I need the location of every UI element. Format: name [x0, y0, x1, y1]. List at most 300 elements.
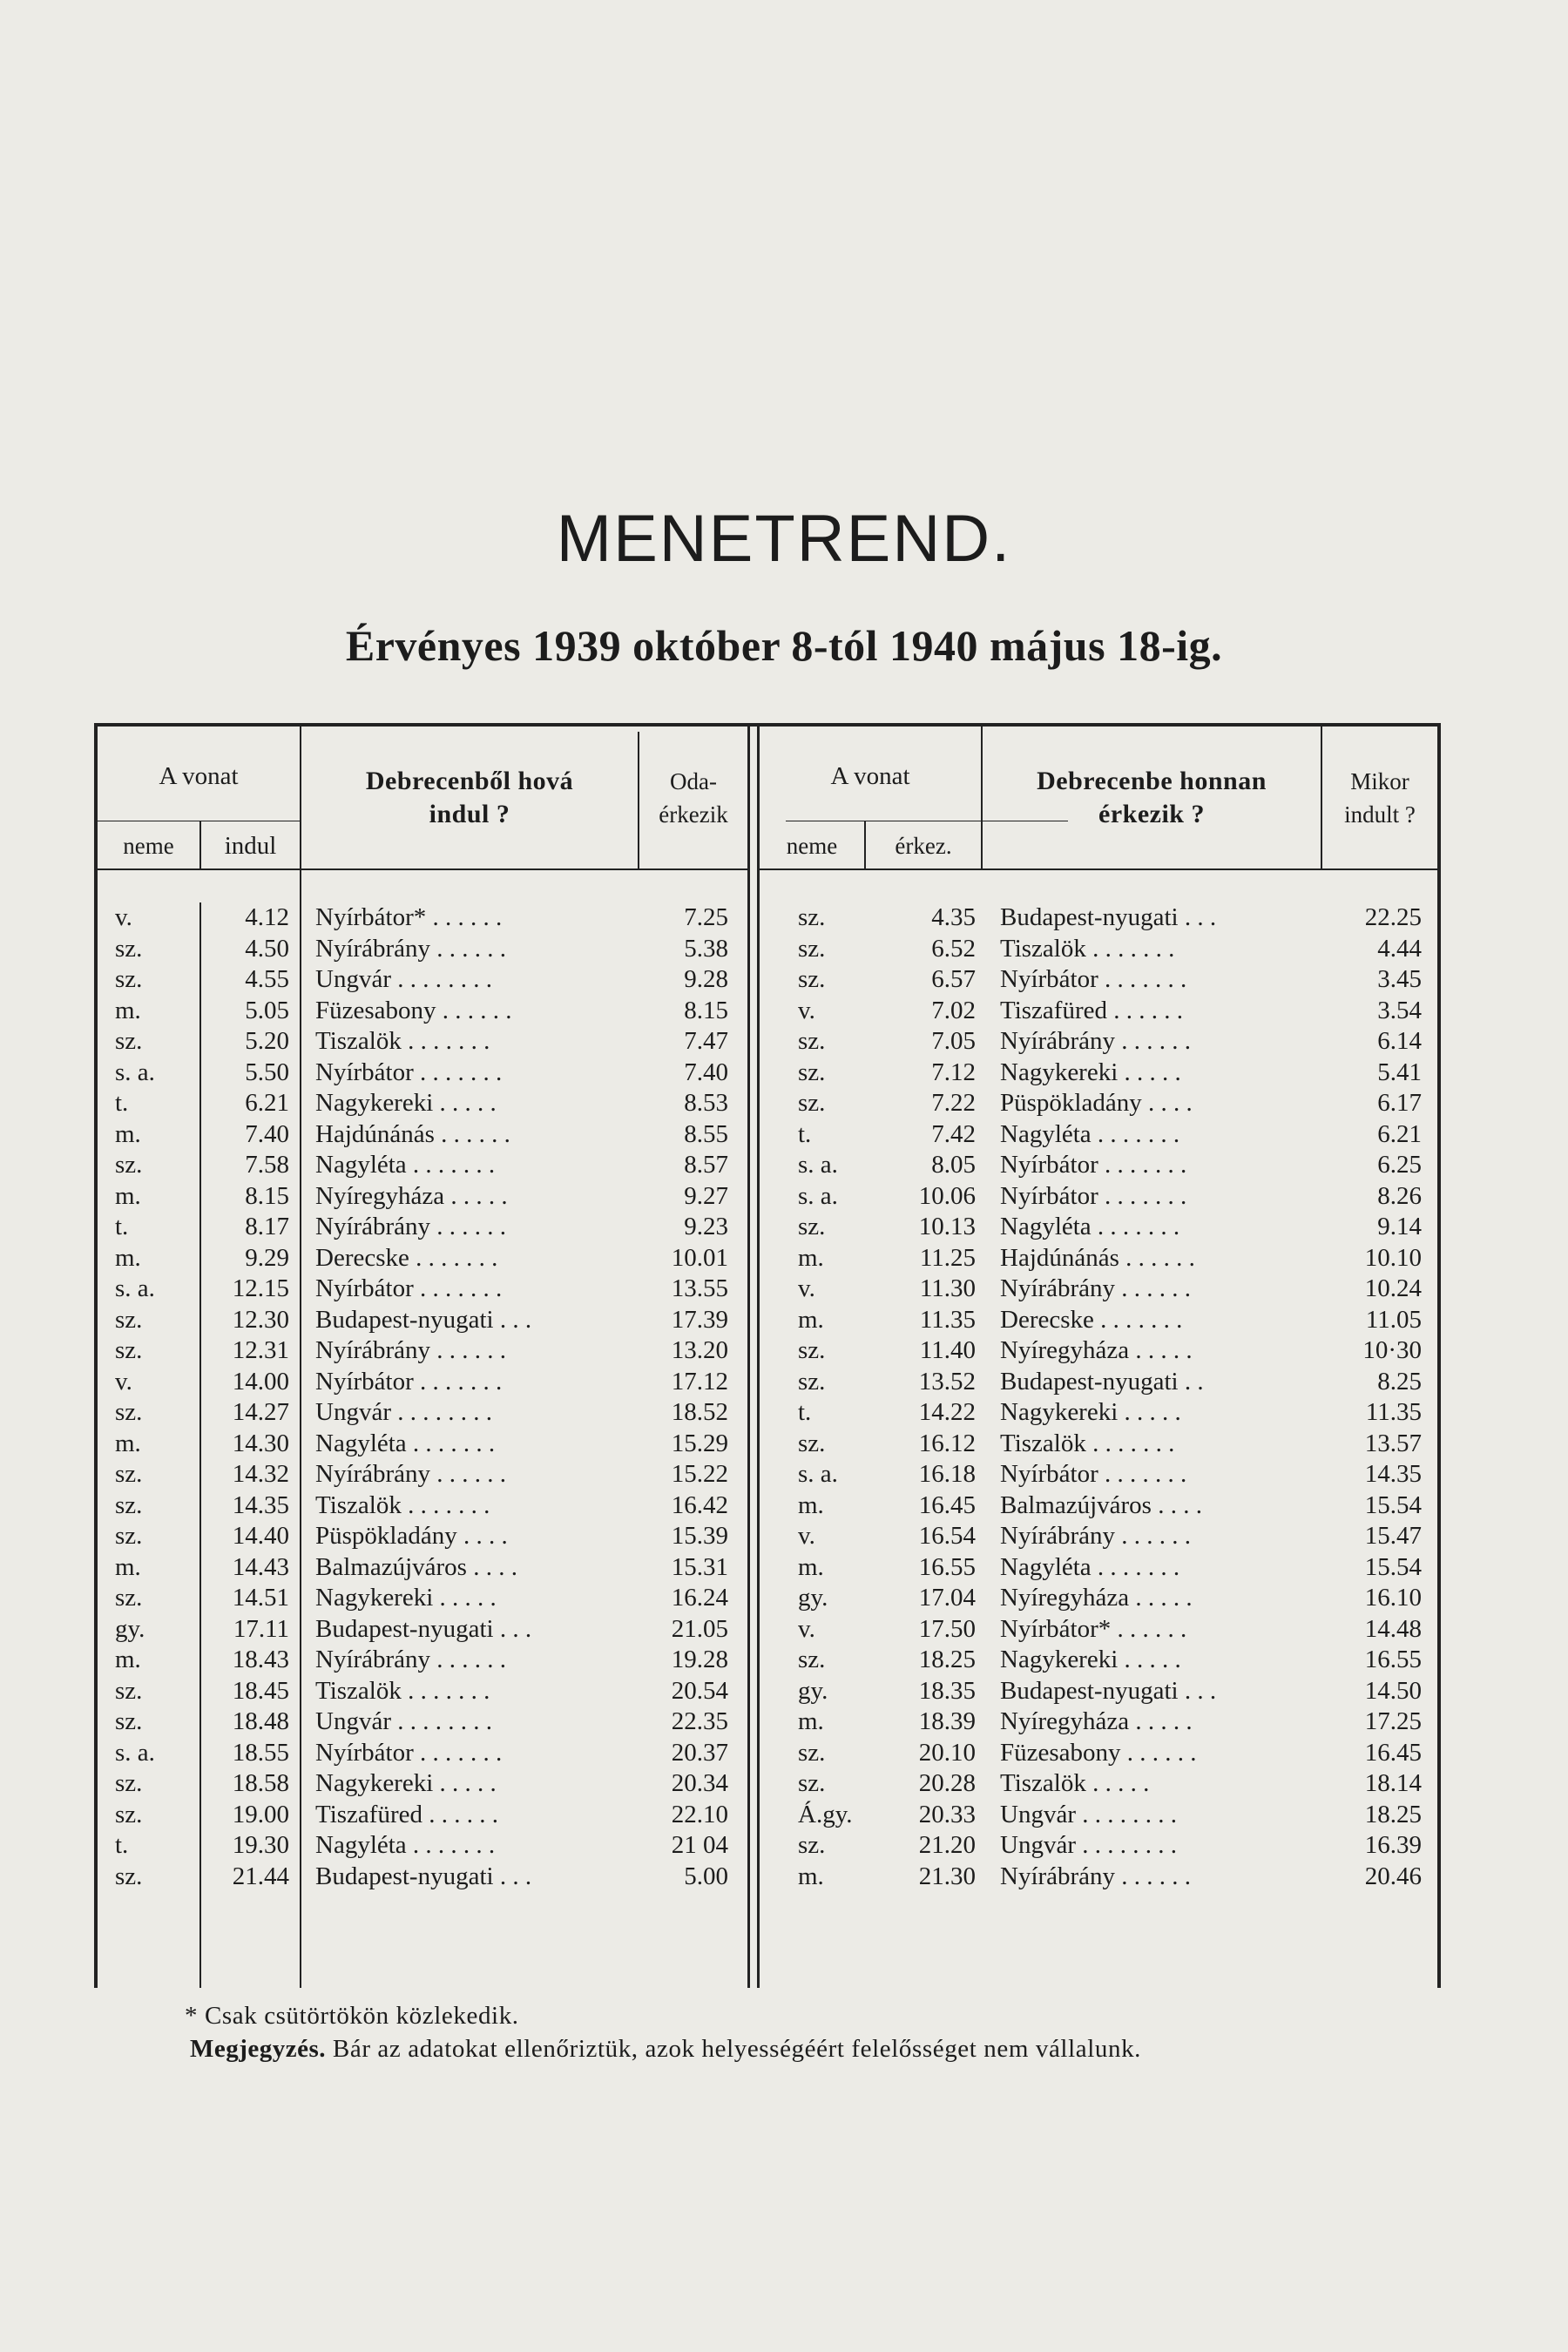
page-title: MENETREND.: [556, 502, 1012, 576]
departure-time: 4.50: [245, 934, 289, 963]
destination-arrival-time: 15.39: [652, 1521, 728, 1551]
destination-arrival-time: 7.25: [652, 902, 728, 933]
origin-departure-time: 3.45: [1329, 964, 1422, 995]
departure-destination: Ungvár . . . . . . . .: [315, 965, 492, 993]
header-origin-line1: Debrecenbe honnan: [1037, 767, 1267, 795]
destination-arrival-time: 9.28: [652, 964, 728, 995]
destination-arrival-time: 17.39: [652, 1305, 728, 1335]
arrival-time: 21.20: [918, 1831, 976, 1859]
departure-train-type: sz.: [115, 1862, 143, 1890]
arrival-train-type: v.: [798, 1522, 815, 1550]
origin-departure-time: 11.05: [1329, 1305, 1422, 1335]
departure-time: 14.35: [232, 1490, 289, 1519]
departure-time: 14.43: [232, 1552, 289, 1581]
arrival-origin: Tiszafüred . . . . . .: [1000, 996, 1183, 1024]
origin-departure-time: 15.47: [1329, 1521, 1422, 1551]
departure-time: 14.00: [232, 1367, 289, 1396]
arrival-train-type: m.: [798, 1490, 824, 1519]
destination-arrival-time: 10.01: [652, 1243, 728, 1274]
destination-arrival-time: 13.20: [652, 1335, 728, 1366]
departure-train-type: sz.: [115, 1584, 143, 1612]
departure-destination: Derecske . . . . . . .: [315, 1243, 498, 1272]
arrival-train-type: t.: [798, 1398, 812, 1426]
arrival-time: 11.35: [919, 1305, 976, 1334]
header-arrive-line2: érkezik: [659, 801, 728, 828]
header-bottom-rule-right: [760, 868, 1441, 870]
departure-destination: Nyírbátor . . . . . . .: [315, 1058, 503, 1086]
departure-train-type: sz.: [115, 1460, 143, 1488]
arrival-train-type: sz.: [798, 1738, 826, 1767]
departure-destination: Hajdúnánás . . . . . .: [315, 1119, 510, 1148]
departure-time: 12.15: [232, 1274, 289, 1302]
departure-train-type: m.: [115, 1429, 141, 1457]
departure-destination: Füzesabony . . . . . .: [315, 996, 512, 1024]
arrival-origin: Nyírábrány . . . . . .: [1000, 1274, 1192, 1302]
arrival-train-type: m.: [798, 1305, 824, 1334]
arrival-train-type: t.: [798, 1119, 812, 1148]
departure-destination: Nyírbátor . . . . . . .: [315, 1738, 503, 1767]
departure-destination: Balmazújváros . . . .: [315, 1552, 517, 1581]
table-row: [94, 1645, 1441, 1676]
arrival-train-type: v.: [798, 996, 815, 1024]
arrival-train-type: s. a.: [798, 1460, 838, 1488]
destination-arrival-time: 18.52: [652, 1397, 728, 1428]
departure-train-type: sz.: [115, 1522, 143, 1550]
arrival-origin: Derecske . . . . . . .: [1000, 1305, 1183, 1334]
destination-arrival-time: 22.35: [652, 1707, 728, 1737]
departure-train-type: sz.: [115, 934, 143, 963]
departure-destination: Tiszalök . . . . . . .: [315, 1676, 490, 1705]
header-arrive-right: érkez.: [895, 833, 952, 859]
departure-train-type: s. a.: [115, 1738, 155, 1767]
arrival-time: 7.12: [931, 1058, 976, 1086]
origin-departure-time: 18.14: [1329, 1768, 1422, 1799]
arrival-train-type: gy.: [798, 1584, 828, 1612]
destination-arrival-time: 8.57: [652, 1150, 728, 1180]
departure-train-type: t.: [115, 1831, 129, 1859]
departure-train-type: t.: [115, 1089, 129, 1117]
departure-destination: Nyírbátor . . . . . . .: [315, 1274, 503, 1302]
arrival-origin: Budapest-nyugati . . .: [1000, 1676, 1217, 1705]
table-row: [94, 1181, 1441, 1213]
arrival-origin: Ungvár . . . . . . . .: [1000, 1831, 1177, 1859]
arrival-origin: Nagyléta . . . . . . .: [1000, 1552, 1180, 1581]
header-type-left: neme: [123, 833, 174, 859]
departure-time: 21.44: [232, 1862, 289, 1890]
table-row: [94, 1830, 1441, 1862]
arrival-train-type: sz.: [798, 1429, 826, 1457]
departure-destination: Nagyléta . . . . . . .: [315, 1831, 496, 1859]
table-row: [94, 1397, 1441, 1429]
arrival-train-type: sz.: [798, 1336, 826, 1364]
arrival-origin: Ungvár . . . . . . . .: [1000, 1800, 1177, 1828]
origin-departure-time: 11.35: [1329, 1397, 1422, 1428]
table-row: [94, 1583, 1441, 1614]
departure-train-type: sz.: [115, 1336, 143, 1364]
arrival-train-type: sz.: [798, 1769, 826, 1797]
departure-destination: Tiszalök . . . . . . .: [315, 1027, 490, 1055]
arrival-origin: Nagykereki . . . . .: [1000, 1058, 1181, 1086]
origin-departure-time: 10.10: [1329, 1243, 1422, 1274]
origin-departure-time: 14.50: [1329, 1676, 1422, 1707]
table-row: [94, 1707, 1441, 1738]
arrival-train-type: v.: [798, 1614, 815, 1643]
origin-departure-time: 16.55: [1329, 1645, 1422, 1675]
departure-time: 18.48: [232, 1707, 289, 1735]
departure-time: 5.20: [245, 1027, 289, 1055]
arrival-train-type: m.: [798, 1552, 824, 1581]
arrival-time: 20.33: [918, 1800, 976, 1828]
destination-arrival-time: 21.05: [652, 1614, 728, 1645]
departure-time: 7.40: [245, 1119, 289, 1148]
table-row: [94, 1429, 1441, 1460]
departure-train-type: sz.: [115, 1305, 143, 1334]
table-row: [94, 1800, 1441, 1831]
header-depart: indul: [224, 832, 277, 860]
note-text: Bár az adatokat ellenőriztük, azok helyességéért felelősséget nem vállalunk.: [326, 2035, 1142, 2063]
table-row: [94, 1768, 1441, 1800]
destination-arrival-time: 19.28: [652, 1645, 728, 1675]
destination-arrival-time: 21 04: [652, 1830, 728, 1861]
table-row: [94, 1212, 1441, 1243]
departure-destination: Nagyléta . . . . . . .: [315, 1429, 496, 1457]
departure-time: 4.12: [245, 903, 289, 931]
destination-arrival-time: 20.34: [652, 1768, 728, 1799]
departure-destination: Püspökladány . . . .: [315, 1522, 508, 1550]
origin-departure-time: 13.57: [1329, 1429, 1422, 1459]
table-row: [94, 1274, 1441, 1305]
origin-departure-time: 17.25: [1329, 1707, 1422, 1737]
arrival-origin: Nyírbátor . . . . . . .: [1000, 965, 1187, 993]
arrival-origin: Balmazújváros . . . .: [1000, 1490, 1202, 1519]
departure-time: 9.29: [245, 1243, 289, 1272]
departure-time: 14.51: [232, 1584, 289, 1612]
departure-time: 8.15: [245, 1181, 289, 1210]
disclaimer-note: [190, 2035, 1141, 2064]
arrival-time: 7.22: [931, 1089, 976, 1117]
departure-train-type: sz.: [115, 1676, 143, 1705]
table-row: [94, 1243, 1441, 1274]
arrival-train-type: v.: [798, 1274, 815, 1302]
arrival-train-type: sz.: [798, 903, 826, 931]
arrival-origin: Nyírábrány . . . . . .: [1000, 1522, 1192, 1550]
arrival-time: 4.35: [931, 903, 976, 931]
arrival-time: 11.25: [919, 1243, 976, 1272]
origin-departure-time: 14.48: [1329, 1614, 1422, 1645]
departure-train-type: s. a.: [115, 1058, 155, 1086]
origin-departure-time: 16.45: [1329, 1738, 1422, 1768]
departure-destination: Tiszalök . . . . . . .: [315, 1490, 490, 1519]
destination-arrival-time: 15.29: [652, 1429, 728, 1459]
departure-destination: Nyírbátor . . . . . . .: [315, 1367, 503, 1396]
departure-time: 18.55: [232, 1738, 289, 1767]
origin-departure-time: 8.25: [1329, 1367, 1422, 1397]
arrival-train-type: sz.: [798, 1646, 826, 1673]
origin-departure-time: 14.35: [1329, 1459, 1422, 1490]
destination-arrival-time: 9.23: [652, 1212, 728, 1242]
table-row: [94, 1335, 1441, 1367]
header-train-right: A vonat: [830, 762, 910, 790]
arrival-train-type: m.: [798, 1707, 824, 1735]
destination-arrival-time: 16.24: [652, 1583, 728, 1613]
destination-arrival-time: 13.55: [652, 1274, 728, 1304]
departure-destination: Budapest-nyugati . . .: [315, 1862, 532, 1890]
origin-departure-time: 15.54: [1329, 1490, 1422, 1521]
departure-destination: Nyírábrány . . . . . .: [315, 934, 507, 963]
arrival-train-type: Á.gy.: [798, 1800, 853, 1828]
arrival-time: 16.18: [918, 1460, 976, 1488]
header-dest-line2: indul ?: [429, 800, 510, 828]
arrival-origin: Nagykereki . . . . .: [1000, 1646, 1181, 1673]
arrival-train-type: m.: [798, 1862, 824, 1890]
arrival-origin: Nyíregyháza . . . . .: [1000, 1336, 1193, 1364]
destination-arrival-time: 5.00: [652, 1862, 728, 1892]
table-row: [94, 902, 1441, 934]
departure-time: 4.55: [245, 965, 289, 993]
origin-departure-time: 4.44: [1329, 934, 1422, 964]
destination-arrival-time: 9.27: [652, 1181, 728, 1212]
arrival-time: 7.05: [931, 1027, 976, 1055]
departure-destination: Ungvár . . . . . . . .: [315, 1398, 492, 1426]
table-top-rule: [94, 723, 1441, 727]
arrival-origin: Nyírábrány . . . . . .: [1000, 1027, 1192, 1055]
arrival-origin: Nyírbátor . . . . . . .: [1000, 1151, 1187, 1179]
departure-train-type: sz.: [115, 1027, 143, 1055]
destination-arrival-time: 8.55: [652, 1119, 728, 1150]
departure-train-type: m.: [115, 1243, 141, 1272]
departure-time: 12.31: [232, 1336, 289, 1364]
arrival-time: 8.05: [931, 1151, 976, 1179]
departure-train-type: m.: [115, 1552, 141, 1581]
table-row: [94, 1614, 1441, 1646]
arrival-train-type: s. a.: [798, 1151, 838, 1179]
arrival-origin: Hajdúnánás . . . . . .: [1000, 1243, 1195, 1272]
departure-destination: Nagyléta . . . . . . .: [315, 1151, 496, 1179]
departure-train-type: m.: [115, 1646, 141, 1673]
departure-time: 6.21: [245, 1089, 289, 1117]
arrival-origin: Tiszalök . . . . . . .: [1000, 1429, 1175, 1457]
arrival-time: 7.42: [931, 1119, 976, 1148]
departure-train-type: m.: [115, 1119, 141, 1148]
departure-train-type: m.: [115, 996, 141, 1024]
departure-destination: Nagykereki . . . . .: [315, 1769, 497, 1797]
origin-departure-time: 10·30: [1329, 1335, 1422, 1366]
departure-train-type: s. a.: [115, 1274, 155, 1302]
departure-time: 14.32: [232, 1460, 289, 1488]
departure-destination: Nyírábrány . . . . . .: [315, 1460, 507, 1488]
arrival-time: 18.39: [918, 1707, 976, 1735]
departure-train-type: sz.: [115, 1707, 143, 1735]
arrival-time: 6.52: [931, 934, 976, 963]
destination-arrival-time: 15.31: [652, 1552, 728, 1583]
departure-time: 18.58: [232, 1769, 289, 1797]
arrival-time: 16.45: [918, 1490, 976, 1519]
arrival-time: 14.22: [918, 1398, 976, 1426]
origin-departure-time: 5.41: [1329, 1058, 1422, 1088]
arrival-origin: Füzesabony . . . . . .: [1000, 1738, 1197, 1767]
destination-arrival-time: 7.40: [652, 1058, 728, 1088]
departure-destination: Nyírábrány . . . . . .: [315, 1213, 507, 1240]
arrival-origin: Nyírbátor* . . . . . .: [1000, 1614, 1187, 1643]
table-row: [94, 1150, 1441, 1181]
destination-arrival-time: 8.53: [652, 1088, 728, 1119]
table-row: [94, 1490, 1441, 1522]
arrival-time: 20.10: [918, 1738, 976, 1767]
arrival-time: 6.57: [931, 965, 976, 993]
origin-departure-time: 16.10: [1329, 1583, 1422, 1613]
departure-train-type: gy.: [115, 1614, 145, 1643]
arrival-train-type: s. a.: [798, 1181, 838, 1210]
arrival-train-type: sz.: [798, 965, 826, 993]
header-when-line1: Mikor: [1350, 768, 1409, 794]
departure-destination: Nagykereki . . . . .: [315, 1089, 497, 1117]
header-origin-line2: érkezik ?: [1098, 800, 1205, 828]
destination-arrival-time: 5.38: [652, 934, 728, 964]
arrival-train-type: sz.: [798, 1831, 826, 1859]
departure-time: 14.40: [232, 1522, 289, 1550]
origin-departure-time: 16.39: [1329, 1830, 1422, 1861]
departure-time: 18.43: [232, 1646, 289, 1673]
departure-time: 14.30: [232, 1429, 289, 1457]
departure-destination: Budapest-nyugati . . .: [315, 1305, 532, 1334]
table-row: [94, 1088, 1441, 1119]
destination-arrival-time: 20.54: [652, 1676, 728, 1707]
table-row: [94, 1459, 1441, 1490]
arrival-origin: Püspökladány . . . .: [1000, 1089, 1193, 1117]
departure-train-type: sz.: [115, 1151, 143, 1179]
origin-departure-time: 9.14: [1329, 1212, 1422, 1242]
departure-time: 8.17: [245, 1213, 289, 1240]
arrival-time: 16.55: [918, 1552, 976, 1581]
departure-destination: Nyírábrány . . . . . .: [315, 1646, 507, 1673]
departure-time: 5.50: [245, 1058, 289, 1086]
departure-destination: Nyírábrány . . . . . .: [315, 1336, 507, 1364]
departure-destination: Nagykereki . . . . .: [315, 1584, 497, 1612]
arrival-origin: Tiszalök . . . . .: [1000, 1769, 1150, 1797]
destination-arrival-time: 16.42: [652, 1490, 728, 1521]
arrival-time: 11.30: [919, 1274, 976, 1302]
arrival-time: 18.25: [918, 1646, 976, 1673]
arrival-train-type: gy.: [798, 1676, 828, 1705]
departure-destination: Tiszafüred . . . . . .: [315, 1800, 498, 1828]
header-when-line2: indult ?: [1344, 801, 1416, 828]
table-row: [94, 1026, 1441, 1058]
arrival-origin: Nyíregyháza . . . . .: [1000, 1584, 1193, 1612]
destination-arrival-time: 15.22: [652, 1459, 728, 1490]
table-row: [94, 1738, 1441, 1769]
departure-time: 12.30: [232, 1305, 289, 1334]
arrival-time: 17.50: [918, 1614, 976, 1643]
table-row: [94, 1552, 1441, 1584]
origin-departure-time: 22.25: [1329, 902, 1422, 933]
departure-time: 7.58: [245, 1151, 289, 1179]
departure-time: 14.27: [232, 1398, 289, 1426]
arrival-time: 10.13: [918, 1213, 976, 1240]
departure-train-type: v.: [115, 1367, 132, 1396]
origin-departure-time: 6.14: [1329, 1026, 1422, 1057]
arrival-origin: Nyírbátor . . . . . . .: [1000, 1181, 1187, 1210]
arrival-time: 20.28: [918, 1769, 976, 1797]
arrival-train-type: sz.: [798, 1058, 826, 1086]
footnote: * Csak csütörtökön közlekedik.: [185, 2002, 519, 2030]
arrival-train-type: m.: [798, 1243, 824, 1272]
arrival-train-type: sz.: [798, 1213, 826, 1240]
arrival-train-type: sz.: [798, 1089, 826, 1117]
arrival-train-type: sz.: [798, 1367, 826, 1396]
arrival-time: 16.12: [918, 1429, 976, 1457]
header-arrive-line1: Oda-: [670, 768, 717, 794]
origin-departure-time: 6.25: [1329, 1150, 1422, 1180]
destination-arrival-time: 22.10: [652, 1800, 728, 1830]
destination-arrival-time: 17.12: [652, 1367, 728, 1397]
arrival-time: 13.52: [918, 1367, 976, 1396]
arrival-time: 7.02: [931, 996, 976, 1024]
destination-arrival-time: 8.15: [652, 996, 728, 1026]
table-row: [94, 1676, 1441, 1707]
validity-subtitle: Érvényes 1939 október 8-tól 1940 május 18-ig.: [345, 621, 1223, 670]
arrival-time: 17.04: [918, 1584, 976, 1612]
arrival-time: 10.06: [918, 1181, 976, 1210]
destination-arrival-time: 7.47: [652, 1026, 728, 1057]
arrival-time: 16.54: [918, 1522, 976, 1550]
arrival-origin: Budapest-nyugati . . .: [1000, 903, 1217, 931]
origin-departure-time: 8.26: [1329, 1181, 1422, 1212]
arrival-origin: Nagyléta . . . . . . .: [1000, 1213, 1180, 1240]
arrival-origin: Nagyléta . . . . . . .: [1000, 1119, 1180, 1148]
table-row: [94, 1058, 1441, 1089]
departure-train-type: sz.: [115, 1769, 143, 1797]
departure-destination: Nyíregyháza . . . . .: [315, 1181, 508, 1210]
departure-time: 19.00: [232, 1800, 289, 1828]
header-dest-line1: Debrecenből hová: [365, 767, 574, 795]
table-row: [94, 964, 1441, 996]
header-bottom-rule: [94, 868, 747, 870]
header-type-right: neme: [786, 833, 838, 859]
arrival-origin: Nyírábrány . . . . . .: [1000, 1862, 1192, 1890]
departure-train-type: t.: [115, 1213, 129, 1240]
table-row: [94, 996, 1441, 1027]
departure-train-type: v.: [115, 903, 132, 931]
table-row: [94, 1521, 1441, 1552]
origin-departure-time: 10.24: [1329, 1274, 1422, 1304]
origin-departure-time: 20.46: [1329, 1862, 1422, 1892]
arrival-origin: Tiszalök . . . . . . .: [1000, 934, 1175, 963]
arrival-origin: Nyíregyháza . . . . .: [1000, 1707, 1193, 1735]
destination-arrival-time: 20.37: [652, 1738, 728, 1768]
departure-destination: Nyírbátor* . . . . . .: [315, 903, 503, 931]
header-train-left: A vonat: [159, 762, 239, 790]
departure-time: 18.45: [232, 1676, 289, 1705]
table-row: [94, 1305, 1441, 1336]
table-row: [94, 1862, 1441, 1893]
departure-destination: Budapest-nyugati . . .: [315, 1614, 532, 1643]
arrival-time: 11.40: [919, 1336, 976, 1364]
arrival-origin: Nagykereki . . . . .: [1000, 1398, 1181, 1426]
table-row: [94, 1367, 1441, 1398]
arrival-origin: Nyírbátor . . . . . . .: [1000, 1460, 1187, 1488]
arrival-time: 21.30: [918, 1862, 976, 1890]
origin-departure-time: 6.17: [1329, 1088, 1422, 1119]
origin-departure-time: 18.25: [1329, 1800, 1422, 1830]
timetable: [94, 723, 1441, 1988]
departure-train-type: sz.: [115, 965, 143, 993]
departure-time: 19.30: [232, 1831, 289, 1859]
table-row: [94, 934, 1441, 965]
departure-time: 17.11: [233, 1614, 289, 1643]
arrival-train-type: sz.: [798, 934, 826, 963]
table-row: [94, 1119, 1441, 1151]
departure-train-type: sz.: [115, 1800, 143, 1828]
